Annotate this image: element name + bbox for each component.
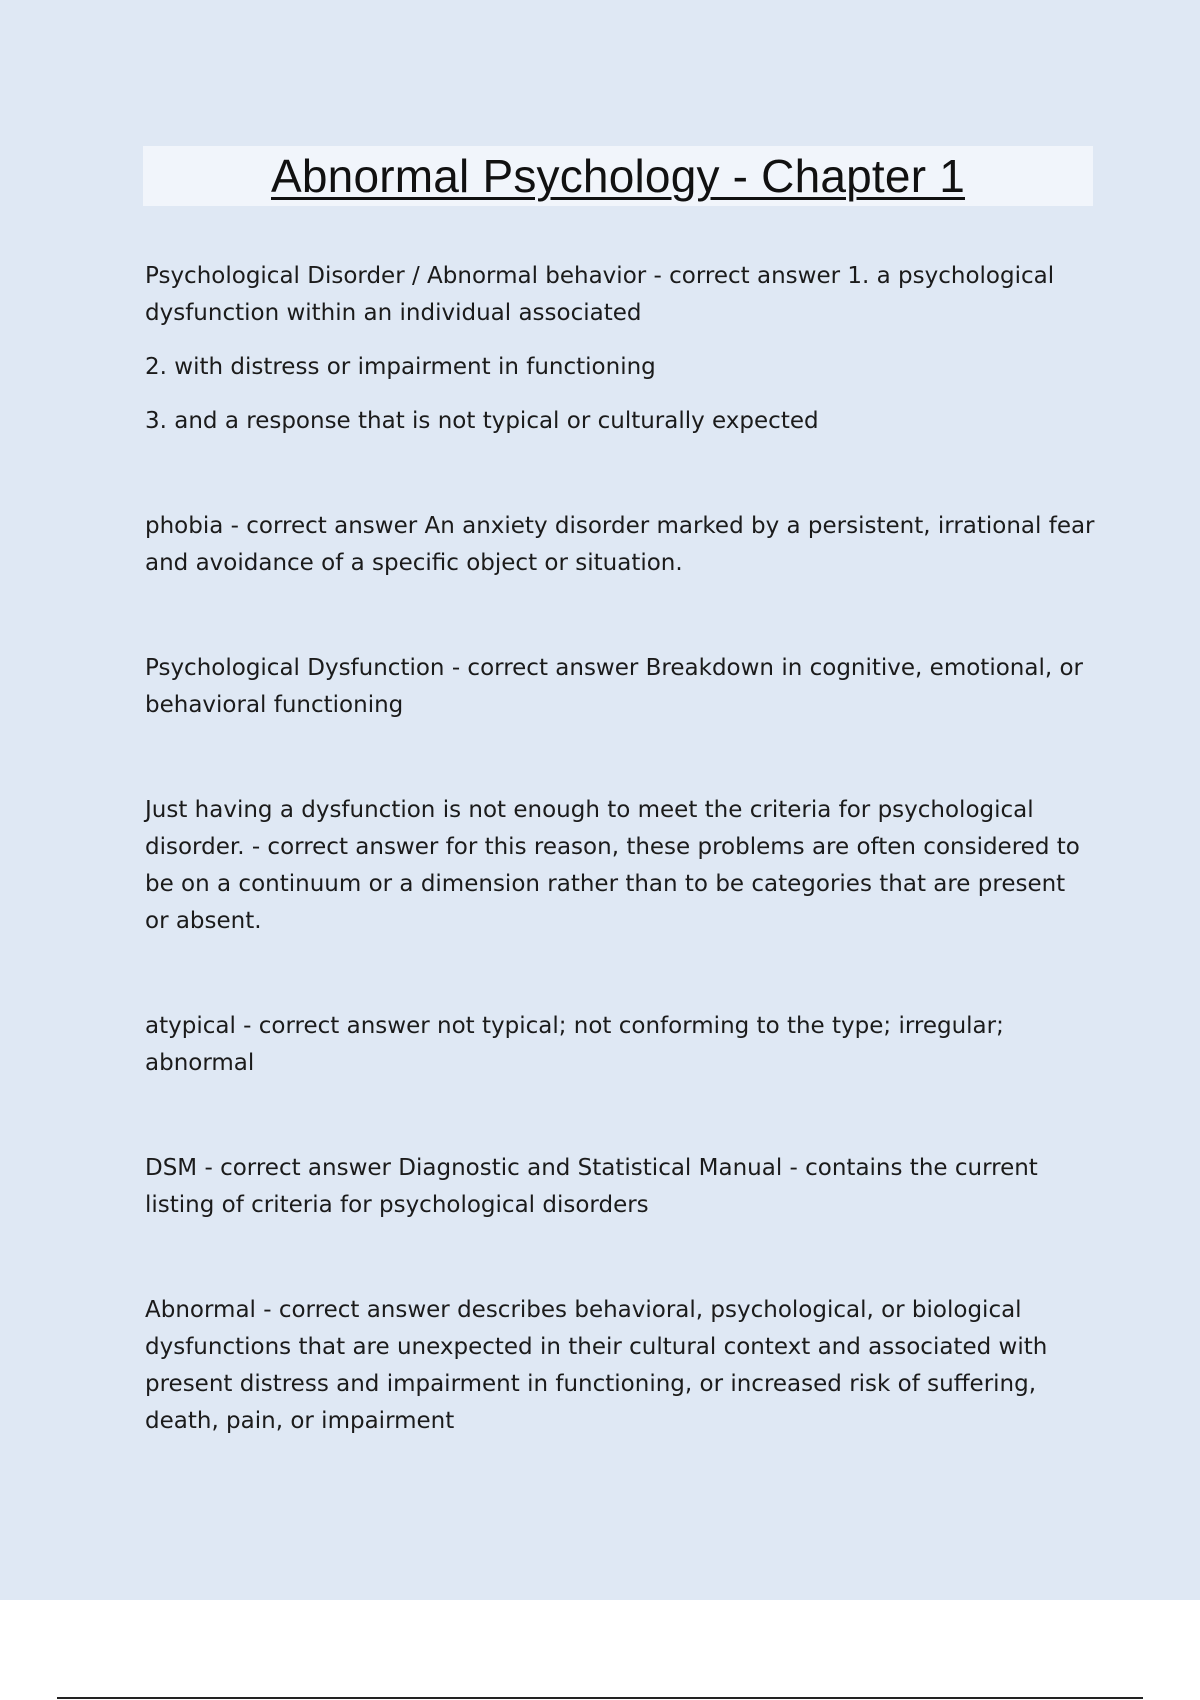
entry-phobia bbox=[145, 508, 1095, 582]
entry-line: Abnormal - correct answer describes behavioral, psychological, or biological dysfunctions that are unexpected in their cultural context and associated with present distress and impairment in functioning, or increased risk of suffering, death, pain, or impairment bbox=[145, 1297, 1048, 1434]
entry-psychological-disorder bbox=[145, 258, 1095, 440]
entry-line: Psychological Disorder / Abnormal behavior - correct answer 1. a psychological dysfunction within an individual associated bbox=[145, 263, 1055, 326]
entry-line: DSM - correct answer Diagnostic and Statistical Manual - contains the current listing of criteria for psychological disorders bbox=[145, 1155, 1038, 1218]
entry-line: Psychological Dysfunction - correct answer Breakdown in cognitive, emotional, or behavioral functioning bbox=[145, 655, 1083, 718]
entry-line: atypical - correct answer not typical; not conforming to the type; irregular; abnormal bbox=[145, 1013, 1004, 1076]
title-band bbox=[143, 146, 1093, 206]
entry-psychological-dysfunction bbox=[145, 650, 1095, 724]
entry-line: 2. with distress or impairment in functioning bbox=[145, 354, 656, 380]
entry-line: Just having a dysfunction is not enough to meet the criteria for psychological disorder. - correct answer for this reason, these problems are often considered to be on a continuum or a dimension rather than to be categories that are present or absent. bbox=[145, 797, 1080, 934]
entry-line: 3. and a response that is not typical or culturally expected bbox=[145, 408, 819, 434]
document-body bbox=[145, 258, 1095, 1440]
entry-line: phobia - correct answer An anxiety disorder marked by a persistent, irrational fear and avoidance of a specific object or situation. bbox=[145, 513, 1095, 576]
entry-atypical bbox=[145, 1008, 1095, 1082]
entry-dsm bbox=[145, 1150, 1095, 1224]
bottom-divider bbox=[57, 1697, 1143, 1699]
entry-abnormal bbox=[145, 1292, 1095, 1440]
entry-dysfunction-criteria bbox=[145, 792, 1095, 940]
page-title: Abnormal Psychology - Chapter 1 bbox=[271, 150, 965, 202]
